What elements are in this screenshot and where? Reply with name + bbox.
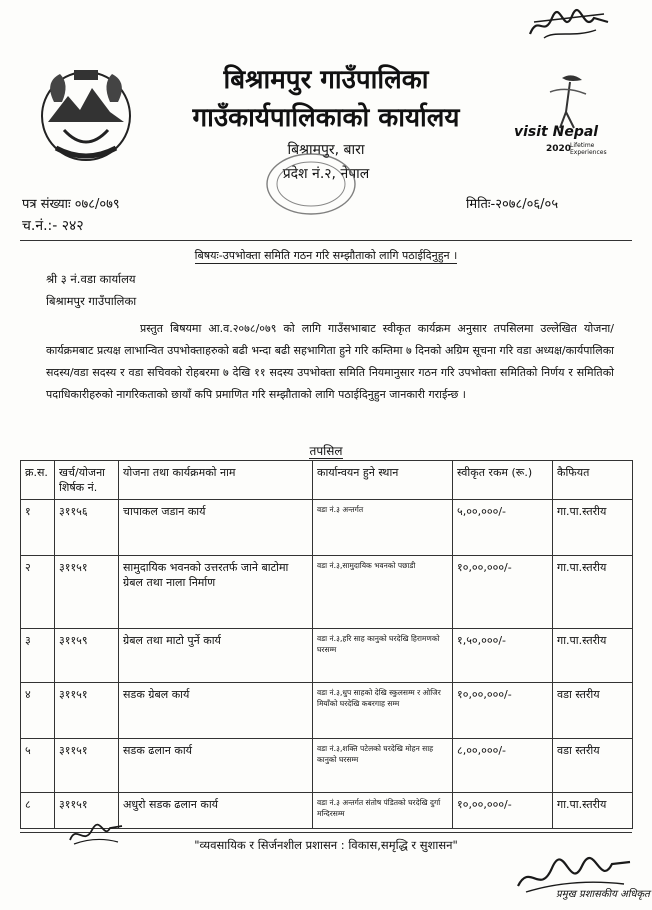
cell-program: सडक ग्रेबल कार्य <box>119 683 313 739</box>
col-header-location: कार्यान्वयन हुने स्थान <box>313 461 453 500</box>
cell-remarks: वडा स्तरीय <box>553 739 633 793</box>
cell-remarks: गा.पा.स्तरीय <box>553 629 633 683</box>
col-header-remarks: कैफियत <box>553 461 633 500</box>
col-header-amount: स्वीकृत रकम (रू.) <box>453 461 553 500</box>
cell-remarks: गा.पा.स्तरीय <box>553 500 633 556</box>
visit-nepal-tagline: Lifetime Experiences <box>570 142 607 156</box>
org-title-secondary: गाउँकार्यपालिकाको कार्यालय <box>192 103 460 133</box>
table-row <box>21 683 633 739</box>
org-province: प्रदेश नं.२, नेपाल <box>282 166 370 182</box>
cell-serial: ५ <box>21 739 55 793</box>
visit-nepal-year: 2020 <box>546 144 572 154</box>
cell-amount: ८,००,०००/- <box>453 739 553 793</box>
schedule-title <box>0 442 652 459</box>
visit-nepal-text: visit Nepal <box>514 124 599 140</box>
dispatch-number: च.नं.:- २४२ <box>22 218 84 234</box>
table-row <box>21 556 633 629</box>
visit-nepal-logo <box>510 72 620 162</box>
header-divider <box>20 240 632 241</box>
letter-date: मितिः-२०७८/०६/०५ <box>466 197 559 212</box>
letter-number: पत्र संख्याः ०७८/०७९ <box>22 197 120 212</box>
col-header-serial: क्र.स. <box>21 461 55 500</box>
cell-code: ३११५१ <box>55 556 119 629</box>
office-stamp-icon <box>262 150 360 218</box>
cell-amount: १,५०,०००/- <box>453 629 553 683</box>
table-row <box>21 500 633 556</box>
org-title-primary: बिश्रामपुर गाउँपालिका <box>223 65 429 95</box>
signoff-title: प्रमुख प्रशासकीय अधिकृत <box>556 889 650 900</box>
signature-top-right <box>524 8 614 42</box>
col-header-code: खर्च/योजना शिर्षक नं. <box>55 461 119 500</box>
footer-slogan: "व्यवसायिक र सिर्जनशील प्रशासन : विकास,समृद्धि र सुशासन" <box>194 838 458 852</box>
cell-amount: १०,००,०००/- <box>453 683 553 739</box>
cell-location: वडा नं.३ अन्तर्गत संतोष पंडितको घरदेखि दुर्गा मन्दिरसम्म <box>313 793 453 829</box>
letter-subject <box>0 248 652 263</box>
visit-nepal-figure-icon <box>510 72 620 132</box>
schedule-table <box>20 460 633 829</box>
col-header-program: योजना तथा कार्यक्रमको नाम <box>119 461 313 500</box>
cell-code: ३११५६ <box>55 500 119 556</box>
cell-code: ३११५१ <box>55 739 119 793</box>
cell-location: वडा नं.३ अन्तर्गत <box>313 500 453 556</box>
org-location: बिश्रामपुर, बारा <box>287 142 365 158</box>
cell-location: वडा नं.३,सामुदायिक भवनको पछाडी <box>313 556 453 629</box>
cell-program: ग्रेबल तथा माटो पुर्ने कार्य <box>119 629 313 683</box>
table-header-row <box>21 461 633 500</box>
cell-code: ३११५१ <box>55 683 119 739</box>
cell-program: चापाकल जडान कार्य <box>119 500 313 556</box>
cell-amount: ५,००,०००/- <box>453 500 553 556</box>
cell-program: अधुरो सडक ढलान कार्य <box>119 793 313 829</box>
cell-amount: १०,००,०००/- <box>453 556 553 629</box>
cell-remarks: वडा स्तरीय <box>553 683 633 739</box>
cell-remarks: गा.पा.स्तरीय <box>553 556 633 629</box>
recipient-line-1: श्री ३ नं.वडा कार्यालय <box>46 272 136 286</box>
recipient-line-2: बिश्रामपुर गाउँपालिका <box>46 294 137 308</box>
cell-serial: ८ <box>21 793 55 829</box>
cell-serial: १ <box>21 500 55 556</box>
cell-amount: १०,००,०००/- <box>453 793 553 829</box>
table-row <box>21 629 633 683</box>
table-row <box>21 739 633 793</box>
cell-program: सामुदायिक भवनको उत्तरतर्फ जाने बाटोमा ग्रेबल तथा नाला निर्माण <box>119 556 313 629</box>
cell-program: सडक ढलान कार्य <box>119 739 313 793</box>
cell-serial: ४ <box>21 683 55 739</box>
cell-remarks: गा.पा.स्तरीय <box>553 793 633 829</box>
cell-location: वडा नं.३,धुप साहको देखि स्कुलसम्म र ओजिर मियाँको घरदेखि कबरगाह सम्म <box>313 683 453 739</box>
letter-body: प्रस्तुत बिषयमा आ.व.२०७८/०७९ को लागि गाउँसभाबाट स्वीकृत कार्यक्रम अनुसार तपसिलमा उल्लेखित योजना/कार्यक्रमबाट प्रत्यक्ष लाभान्वित उपभोक्ताहरुको बढी भन्दा बढी सहभागिता हुने गरि कम्तिमा ७ दिनको अग्रिम सूचना गरि वडा अध्यक्ष/कार्यपालिका सदस्य/वडा सदस्य र वडा सचिवको रोहबरमा ७ देखि ११ सदस्य उपभोक्ता समिति नियमानुसार गठन गरि उपभोक्ता समितिको निर्णय र समितिको पदाधिकारीहरुको नागरिकताको छायाँ कपि प्रमाणित गरि सम्झौताको लागि पठाईदिनुहुन जानकारी गराईन्छ । <box>46 322 614 401</box>
schedule-title-text: तपसिल <box>309 444 343 458</box>
cell-code: ३११५९ <box>55 629 119 683</box>
cell-location: वडा नं.३,हरि साह कानुको घरदेखि हिरामणको घरसम्म <box>313 629 453 683</box>
cell-location: वडा नं.३,शक्ति पटेलको घरदेखि मोहन साह कानुको घरसम्म <box>313 739 453 793</box>
cell-serial: २ <box>21 556 55 629</box>
letter-subject-text: बिषयः-उपभोक्ता समिति गठन गरि सम्झौताको लागि पठाईदिनुहुन । <box>194 249 458 262</box>
cell-code: ३११५१ <box>55 793 119 829</box>
cell-serial: ३ <box>21 629 55 683</box>
